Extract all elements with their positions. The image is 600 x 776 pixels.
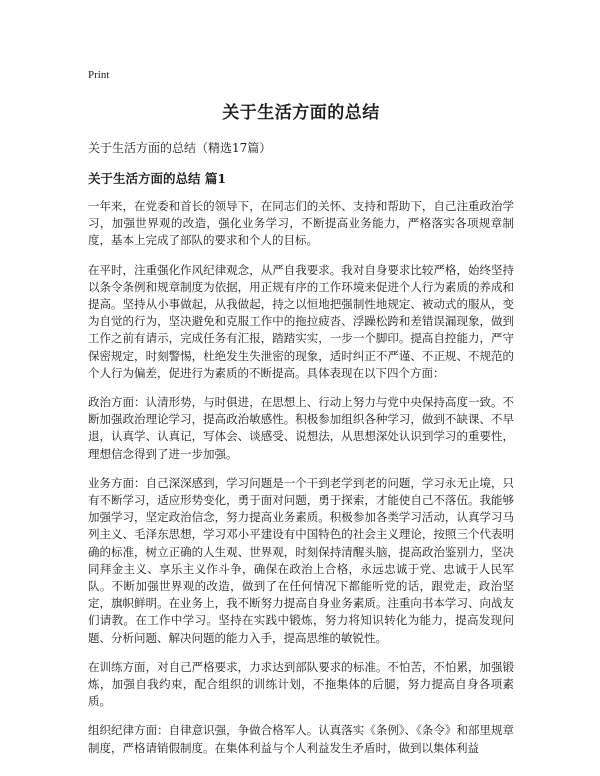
paragraph-political: 政治方面：认清形势，与时俱进，在思想上、行动上努力与党中央保持高度一致。不断加强政治理论学习，提高政治敏感性。积极参加组织各种学习，做到不缺课、不早退，认真学、认真记，写体会、谈感受、说想法，从思想深处认识到学习的重要性，理想信念得到了进一步加强。 — [88, 395, 514, 461]
paragraph-discipline: 在平时，注重强化作风纪律观念，从严自我要求。我对自身要求比较严格，始终坚持以条令条例和规章制度为依据，用正规有序的工作环境来促进个人行为素质的养成和提高。坚持从小事做起，从我做起，持之以恒地把强制性地规定、被动式的服从，变为自觉的行为，坚决避免和克服工作中的拖拉疲沓、浮躁松跨和差错误漏现象，做到工作之前有请示，完成任务有汇报，踏踏实实，一步一个脚印。提高自控能力，严守保密规定，时刻警惕，杜绝发生失泄密的现象，适时纠正不严谨、不正规、不规范的个人行为偏差，促进行为素质的不断提高。具体表现在以下四个方面： — [88, 262, 514, 380]
document-subtitle: 关于生活方面的总结（精选17篇） — [88, 141, 272, 155]
paragraph-business: 业务方面：自己深深感到，学习问题是一个干到老学到老的问题，学习永无止境，只有不断学习，适应形势变化，勇于面对问题，勇于探索，才能使自己不落伍。我能够加强学习，坚定政治信念，努力提高业务素质。积极参加各类学习活动，认真学习马列主义、毛泽东思想，学习邓小平建设有中国特色的社会主义理论，按照三个代表明确的标准，树立正确的人生观、世界观，时刻保持清醒头脑，提高政治鉴别力，坚决同拜金主义、享乐主义作斗争，确保在政治上合格，永远忠诚于党、忠诚于人民军队。不断加强世界观的改造，做到了在任何情况下都能听党的话，跟党走，政治坚定，旗帜鲜明。在业务上，我不断努力提高自身业务素质。注重向书本学习、向战友们请教。在工作中学习。坚持在实践中锻炼，努力将知识转化为能力，提高发现问题、分析问题、解决问题的能力入手，提高思维的敏锐性。 — [88, 475, 514, 645]
paragraph-organization: 组织纪律方面：自律意识强，争做合格军人。认真落实《条例》、《条令》和部里规章制度，严格请销假制度。在集体利益与个人利益发生矛盾时，做到以集体利益 — [88, 723, 514, 755]
document-page — [88, 60, 514, 757]
print-label[interactable]: Print — [88, 69, 110, 81]
section-heading: 关于生活方面的总结 篇1 — [88, 171, 227, 186]
paragraph-training: 在训练方面，对自己严格要求，力求达到部队要求的标准。不怕苦，不怕累，加强锻炼，加强自我约束，配合组织的训练计划，不拖集体的后腿，努力提高自身各项素质。 — [88, 659, 514, 709]
document-title: 关于生活方面的总结 — [222, 103, 380, 123]
paragraph-intro: 一年来，在党委和首长的领导下，在同志们的关怀、支持和帮助下，自己注重政治学习，加强世界观的改造，强化业务学习，不断提高业务能力，严格落实各项规章制度，基本上完成了部队的要求和个人的目标。 — [88, 199, 514, 248]
